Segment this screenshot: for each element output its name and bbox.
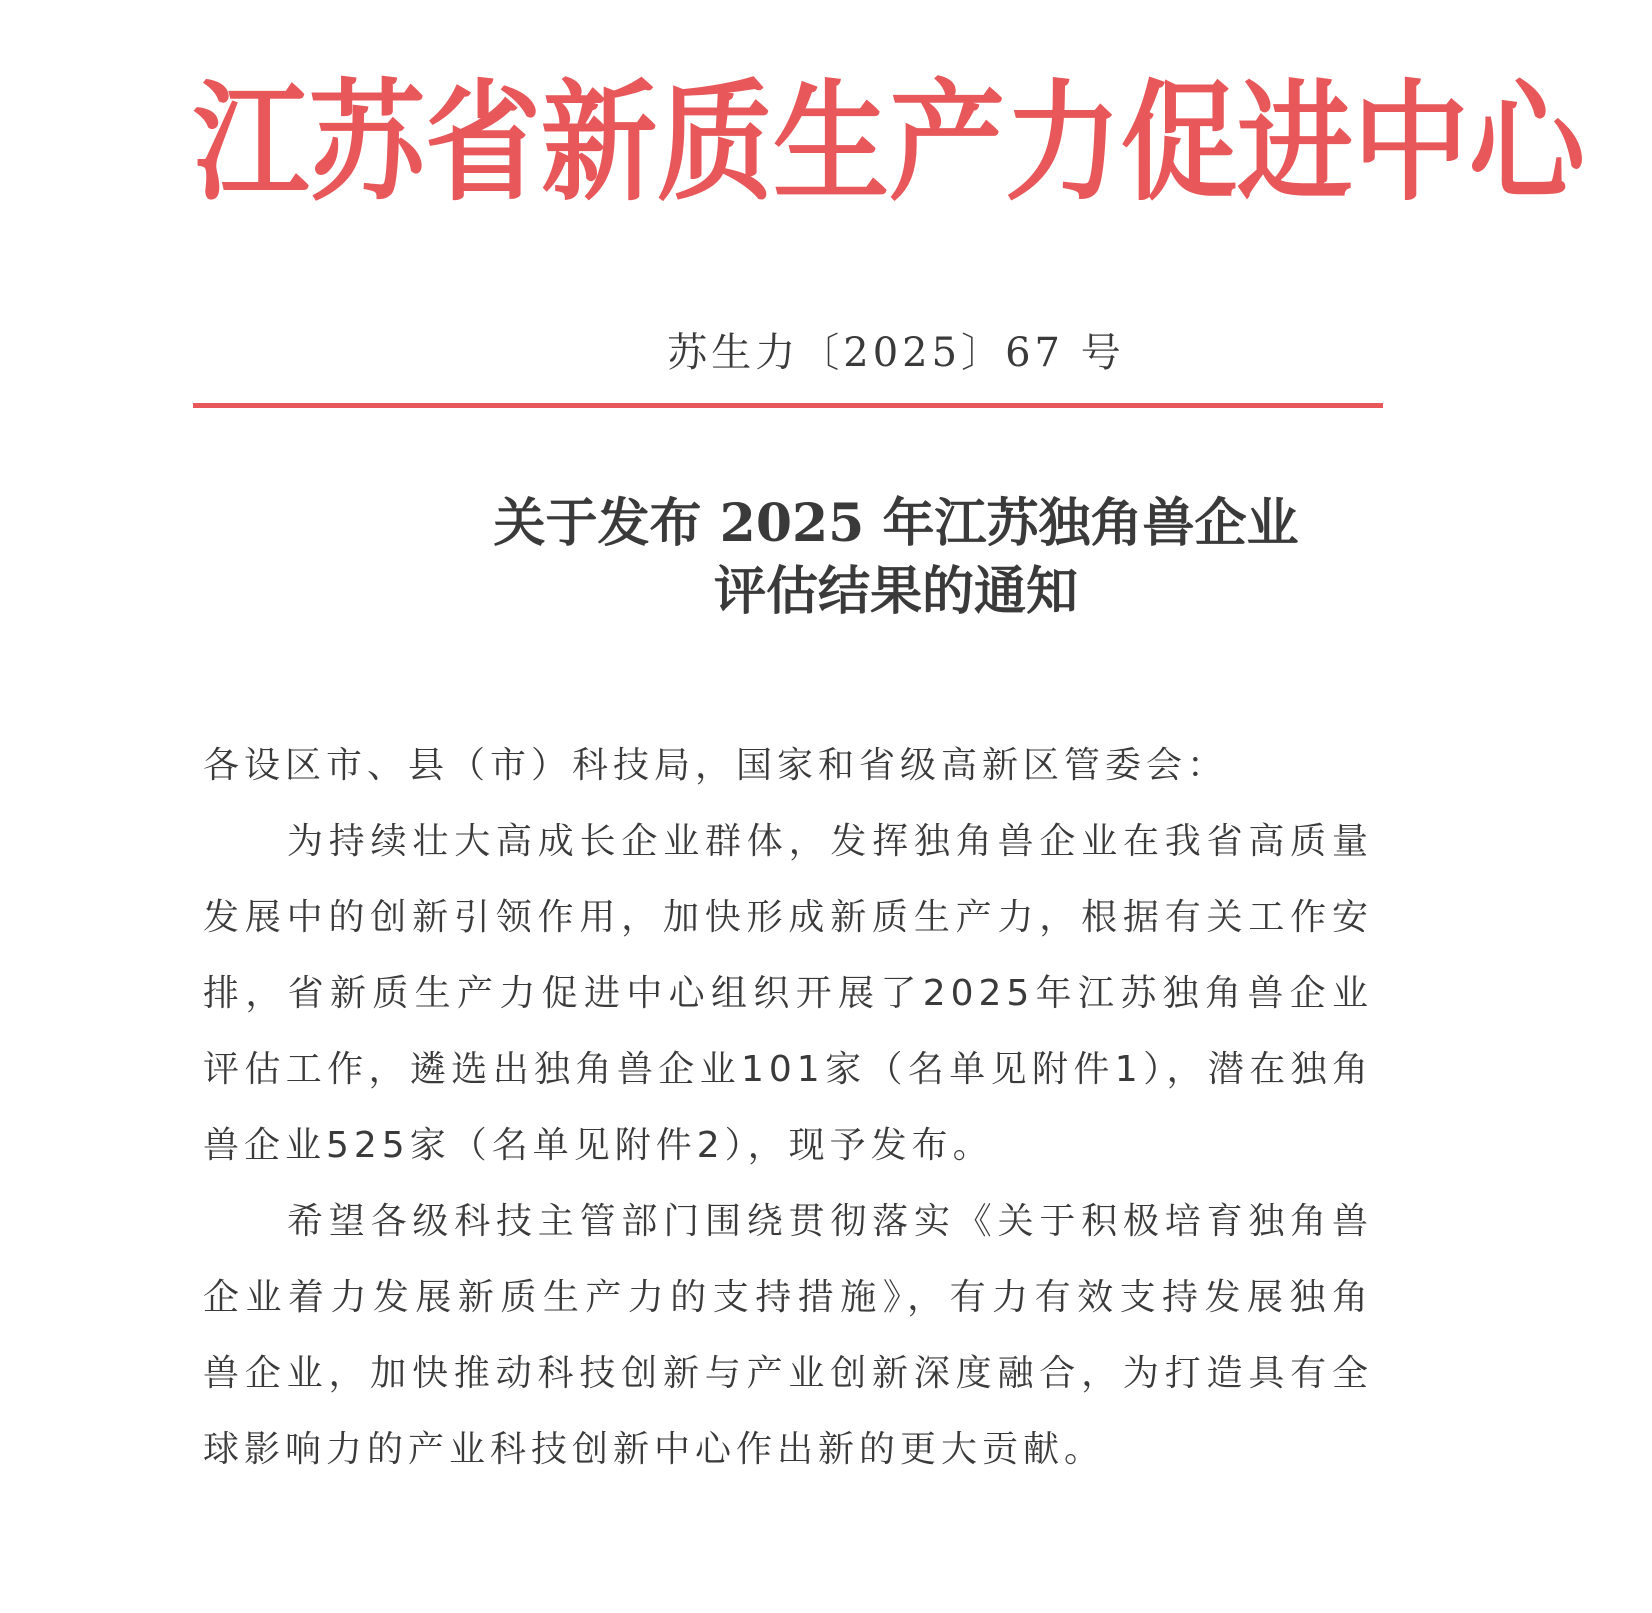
title-line-1: 关于发布 2025 年江苏独角兽企业: [493, 493, 1299, 554]
letterhead-char: 江: [193, 66, 309, 220]
document-body: [203, 728, 1373, 1488]
letterhead-char: 力: [1005, 66, 1121, 220]
letterhead-char: 中: [1353, 66, 1469, 220]
letterhead-char: 促: [1121, 66, 1237, 220]
letterhead-char: 苏: [309, 66, 425, 220]
letterhead-char: 省: [425, 66, 541, 220]
letterhead-char: 生: [773, 66, 889, 220]
letterhead-char: 心: [1469, 66, 1585, 220]
document-number: 苏生力〔2025〕67 号: [667, 330, 1125, 376]
body-paragraph-2: 希望各级科技主管部门围绕贯彻落实《关于积极培育独角兽企业着力发展新质生产力的支持措施》，有力有效支持发展独角兽企业，加快推动科技创新与产业创新深度融合，为打造具有全球影响力的产业科技创新中心作出新的更大贡献。: [203, 1201, 1373, 1470]
letterhead-char: 质: [657, 66, 773, 220]
letterhead-char: 进: [1237, 66, 1353, 220]
salutation: 各设区市、县（市）科技局，国家和省级高新区管委会：: [203, 745, 1229, 786]
org-letterhead: [193, 66, 1585, 220]
letterhead-char: 产: [889, 66, 1005, 220]
letterhead-char: 新: [541, 66, 657, 220]
red-divider-line: [193, 403, 1383, 408]
title-line-2: 评估结果的通知: [713, 561, 1078, 622]
body-paragraph-1: 为持续壮大高成长企业群体，发挥独角兽企业在我省高质量发展中的创新引领作用，加快形成新质生产力，根据有关工作安排，省新质生产力促进中心组织开展了2025年江苏独角兽企业评估工作，遴选出独角兽企业101家（名单见附件1），潜在独角兽企业525家（名单见附件2），现予发布。: [203, 821, 1373, 1166]
document-title: [0, 490, 1652, 626]
